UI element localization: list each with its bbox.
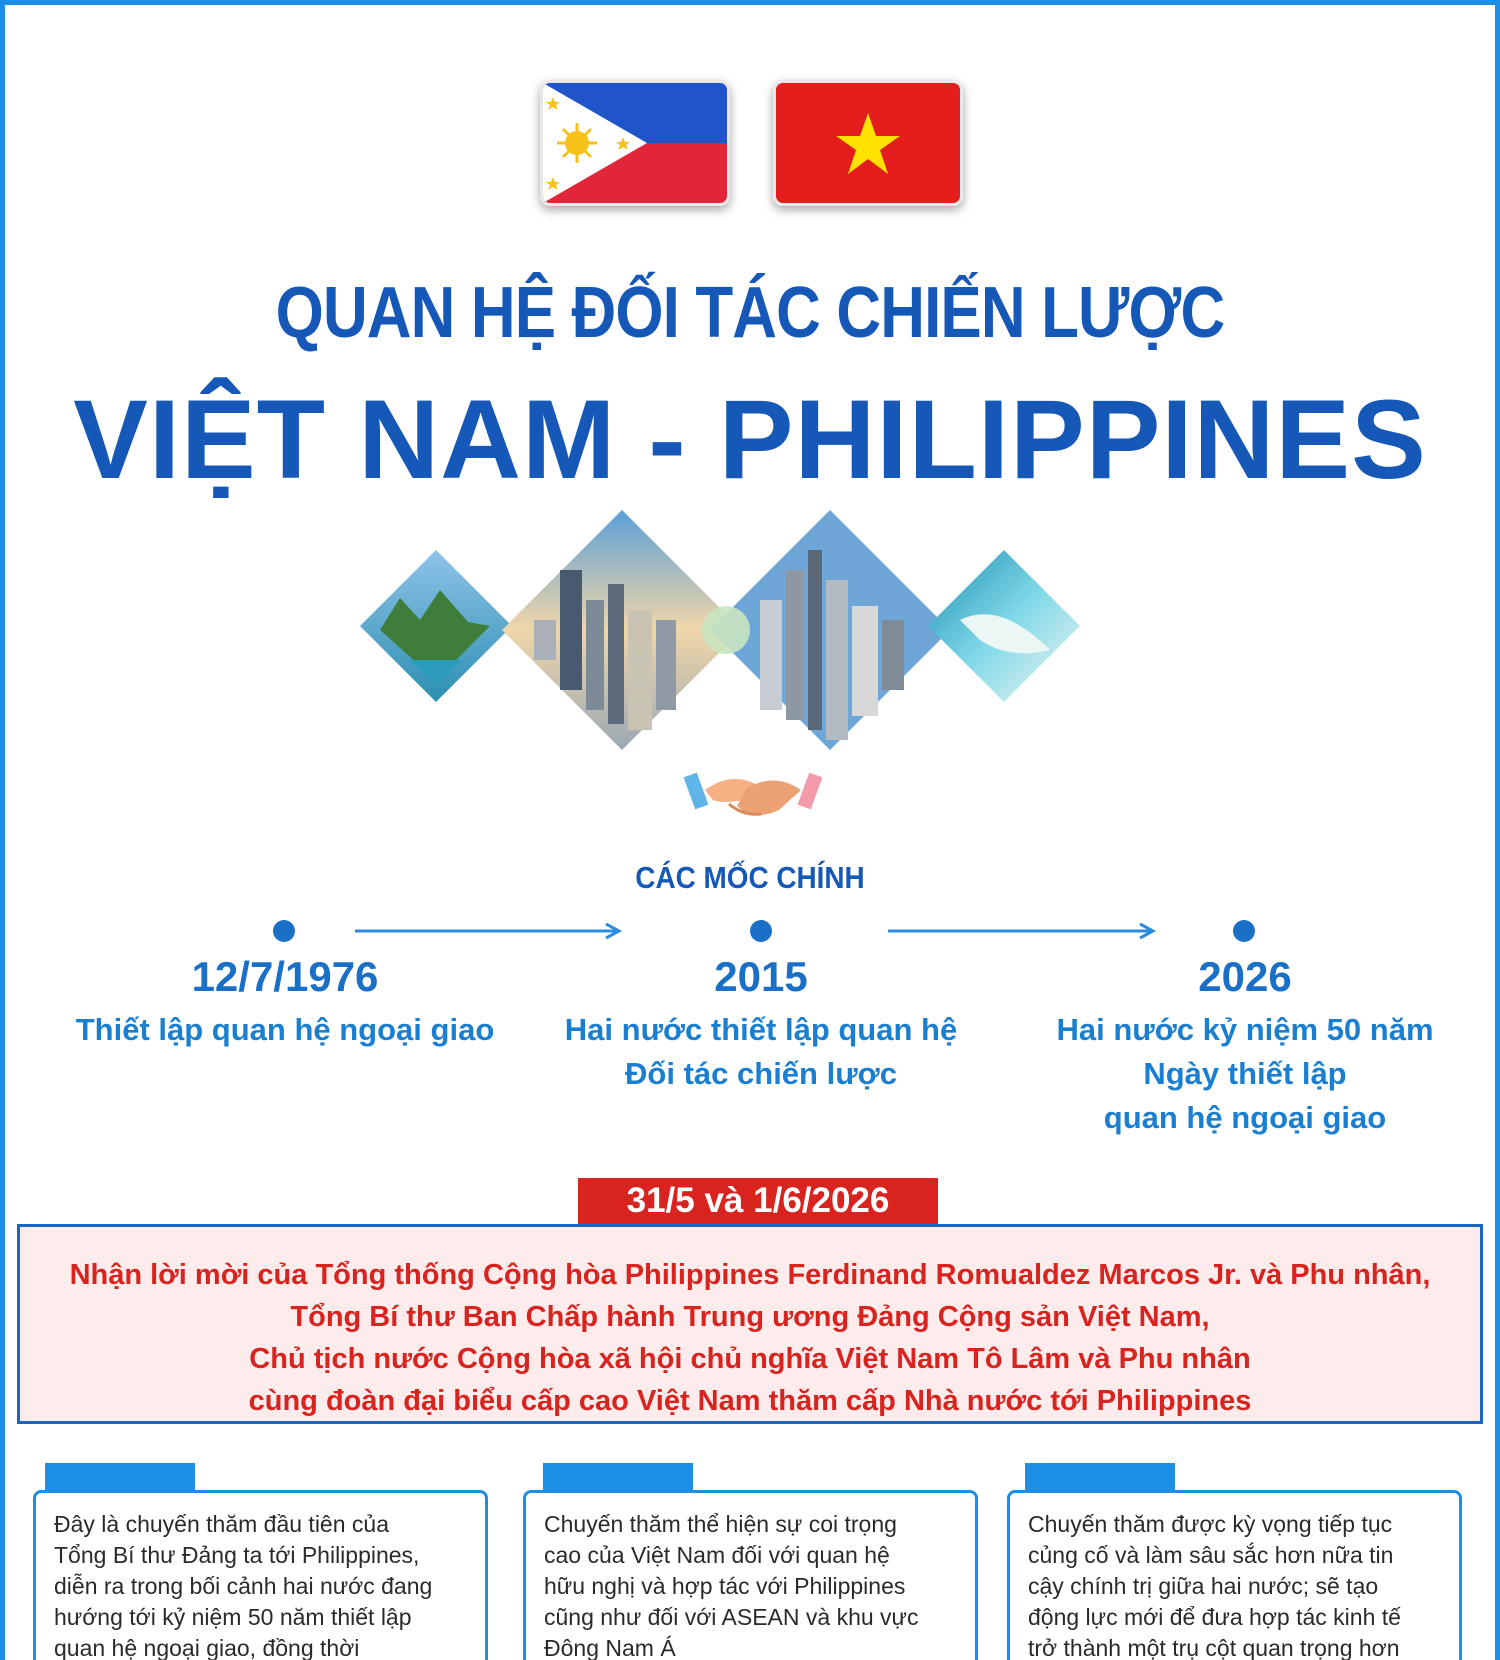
card-line: trở thành một trụ cột quan trọng hơn (1028, 1635, 1400, 1660)
visit-date-badge: 31/5 và 1/6/2026 (578, 1178, 938, 1224)
timeline-arrow (355, 924, 619, 938)
landscape-collage (350, 510, 1150, 760)
card-line: Tổng Bí thư Đảng ta tới Philippines, (54, 1542, 420, 1568)
card-tab (1025, 1463, 1175, 1491)
info-card-2 (523, 1490, 978, 1660)
card-line: củng cố và làm sâu sắc hơn nữa tin (1028, 1542, 1394, 1568)
timeline-dot (1233, 920, 1255, 942)
timeline (0, 915, 1500, 955)
timeline-arrow (888, 924, 1153, 938)
title-line-2: VIỆT NAM - PHILIPPINES (73, 377, 1427, 502)
card-line: cũng như đối với ASEAN và khu vực (544, 1604, 919, 1630)
timeline-dot (750, 920, 772, 942)
map-emblem (702, 606, 750, 654)
card-line: hữu nghị và hợp tác với Philippines (544, 1573, 906, 1599)
philippines-flag (540, 80, 730, 206)
milestone-2015 (531, 952, 991, 1096)
card-line: hướng tới kỷ niệm 50 năm thiết lập (54, 1604, 412, 1630)
milestone-1976 (55, 952, 515, 1052)
invitation-line: cùng đoàn đại biểu cấp cao Việt Nam thăm cấp Nhà nước tới Philippines (248, 1385, 1252, 1417)
halong-bay-diamond (360, 550, 512, 702)
card-line: diễn ra trong bối cảnh hai nước đang (54, 1573, 433, 1599)
card-tab (543, 1463, 693, 1491)
invitation-line: Nhận lời mời của Tổng thống Cộng hòa Philippines Ferdinand Romualdez Marcos Jr. và Phu nhân, (69, 1259, 1431, 1291)
invitation-line: Tổng Bí thư Ban Chấp hành Trung ương Đảng Cộng sản Việt Nam, (290, 1301, 1210, 1333)
card-line: Chuyến thăm thể hiện sự coi trọng (544, 1511, 897, 1537)
milestone-desc-line: Ngày thiết lập (1143, 1056, 1347, 1091)
milestone-desc-line: Thiết lập quan hệ ngoại giao (75, 1012, 495, 1047)
title-line-1: QUAN HỆ ĐỐI TÁC CHIẾN LƯỢC (275, 273, 1225, 353)
milestone-year: 2026 (1198, 953, 1292, 1000)
card-line: động lực mới để đưa hợp tác kinh tế (1028, 1604, 1401, 1630)
milestone-2026 (1015, 952, 1475, 1140)
card-line: quan hệ ngoại giao, đồng thời (54, 1635, 360, 1660)
milestone-desc-line: Hai nước kỷ niệm 50 năm (1056, 1012, 1434, 1047)
milestone-year: 12/7/1976 (191, 953, 379, 1000)
card-line: cậy chính trị giữa hai nước; sẽ tạo (1028, 1573, 1379, 1599)
card-line: cao của Việt Nam đối với quan hệ (544, 1542, 890, 1568)
milestone-desc-line: Hai nước thiết lập quan hệ (564, 1012, 958, 1047)
card-line: Chuyến thăm được kỳ vọng tiếp tục (1028, 1511, 1393, 1537)
timeline-dot (273, 920, 295, 942)
card-line: Đây là chuyến thăm đầu tiên của (54, 1511, 389, 1537)
card-tab (45, 1463, 195, 1491)
invitation-line: Chủ tịch nước Cộng hòa xã hội chủ nghĩa Việt Nam Tô Lâm và Phu nhân (249, 1343, 1251, 1375)
info-card-3 (1007, 1490, 1462, 1660)
milestone-desc-line: Đối tác chiến lược (625, 1056, 897, 1091)
invitation-box (17, 1224, 1483, 1424)
milestone-desc-line: quan hệ ngoại giao (1103, 1100, 1387, 1135)
milestone-year: 2015 (714, 953, 808, 1000)
milestones-heading: CÁC MỐC CHÍNH (635, 860, 865, 895)
vietnam-flag (773, 80, 963, 206)
beach-island-diamond (928, 550, 1080, 702)
card-line: Đông Nam Á (544, 1635, 676, 1660)
info-card-1 (33, 1490, 488, 1660)
handshake-icon (683, 760, 823, 832)
